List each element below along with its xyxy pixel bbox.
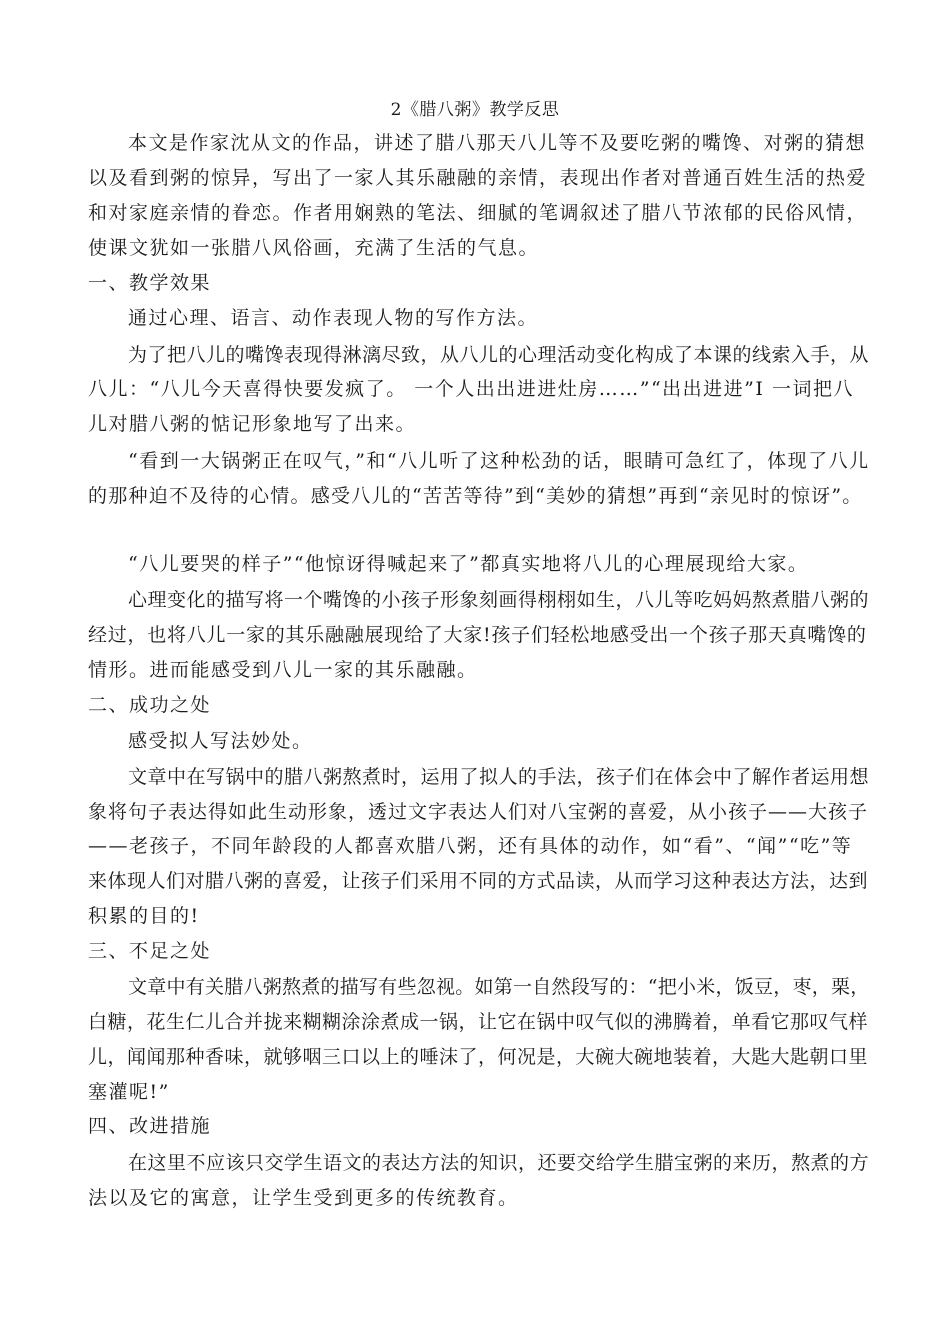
text-line: 塞灌呢!” [88, 1081, 170, 1103]
text-line: “看到一大锅粥正在叹气，”和“八儿听了这种松劲的话，眼睛可急红了，体现了八儿 [128, 450, 870, 472]
text-line: 情形。进而能感受到八儿一家的其乐融融。 [88, 659, 478, 681]
text-line: 心理变化的描写将一个嘴馋的小孩子形象刻画得栩栩如生，八儿等吃妈妈熬煮腊八粥的 [128, 589, 870, 611]
section-heading: 一、教学效果 [88, 272, 212, 294]
section-heading: 二、成功之处 [88, 694, 212, 716]
text-line: 以及看到粥的惊异，写出了一家人其乐融融的亲情，表现出作者对普通百姓生活的热爱 [88, 167, 868, 189]
text-line: 象将句子表达得如此生动形象，透过文字表达人们对八宝粥的喜爱，从小孩子——大孩子 [88, 801, 869, 823]
text-line: 使课文犹如一张腊八风俗画，充满了生活的气息。 [88, 237, 540, 259]
text-line: 感受拟人写法妙处。 [128, 730, 313, 752]
text-line: “八儿要哭的样子”“他惊讶得喊起来了”都真实地将八儿的心理展现给大家。 [128, 553, 809, 575]
section-heading: 三、不足之处 [88, 940, 212, 962]
text-line: 通过心理、语言、动作表现人物的写作方法。 [128, 307, 539, 329]
section-heading: 四、改进措施 [88, 1115, 212, 1137]
text-line: 经过，也将八儿一家的其乐融融展现给了大家!孩子们轻松地感受出一个孩子那天真嘴馋的 [88, 624, 867, 646]
text-line: 法以及它的寓意，让学生受到更多的传统教育。 [88, 1187, 519, 1209]
text-line: 积累的目的! [88, 905, 200, 927]
document-title: 2《腊八粥》教学反思 [390, 100, 560, 120]
text-line: 在这里不应该只交学生语文的表达方法的知识，还要交给学生腊宝粥的来历，熬煮的方 [128, 1152, 870, 1174]
text-line: 儿，闻闻那种香味，就够咽三口以上的唾沫了，何况是，大碗大碗地装着，大匙大匙朝口里 [88, 1046, 869, 1068]
text-line: 白糖，花生仁儿合并拢来糊糊涂涂煮成一锅，让它在锅中叹气似的沸腾着，单看它那叹气样 [88, 1011, 869, 1033]
text-line: ——老孩子，不同年龄段的人都喜欢腊八粥，还有具体的动作，如“看”、“闻”“吃”等 [88, 835, 853, 857]
text-line: 来体现人们对腊八粥的喜爱，让孩子们采用不同的方式品读，从而学习这种表达方法，达到 [88, 870, 869, 892]
text-line: 儿对腊八粥的惦记形象地写了出来。 [88, 413, 417, 435]
text-line: 八儿：“八儿今天喜得快要发疯了。 一个人出出进进灶房……”“出出进进”I 一词把八 [88, 378, 854, 400]
text-line: 文章中在写锅中的腊八粥熬煮时，运用了拟人的手法，孩子们在体会中了解作者运用想 [128, 766, 870, 788]
text-line: 的那种迫不及待的心情。感受八儿的“苦苦等待”到“美妙的猜想”再到“亲见时的惊讶”。 [88, 485, 863, 507]
text-line: 为了把八儿的嘴馋表现得淋漓尽致，从八儿的心理活动变化构成了本课的线索入手，从 [128, 344, 870, 366]
text-line: 和对家庭亲情的眷恋。作者用娴熟的笔法、细腻的笔调叙述了腊八节浓郁的民俗风情， [88, 202, 868, 224]
text-line: 文章中有关腊八粥熬煮的描写有些忽视。如第一自然段写的：“把小米，饭豆，枣，栗， [128, 976, 870, 998]
text-line: 本文是作家沈从文的作品，讲述了腊八那天八儿等不及要吃粥的嘴馋、对粥的猜想 [128, 132, 867, 154]
